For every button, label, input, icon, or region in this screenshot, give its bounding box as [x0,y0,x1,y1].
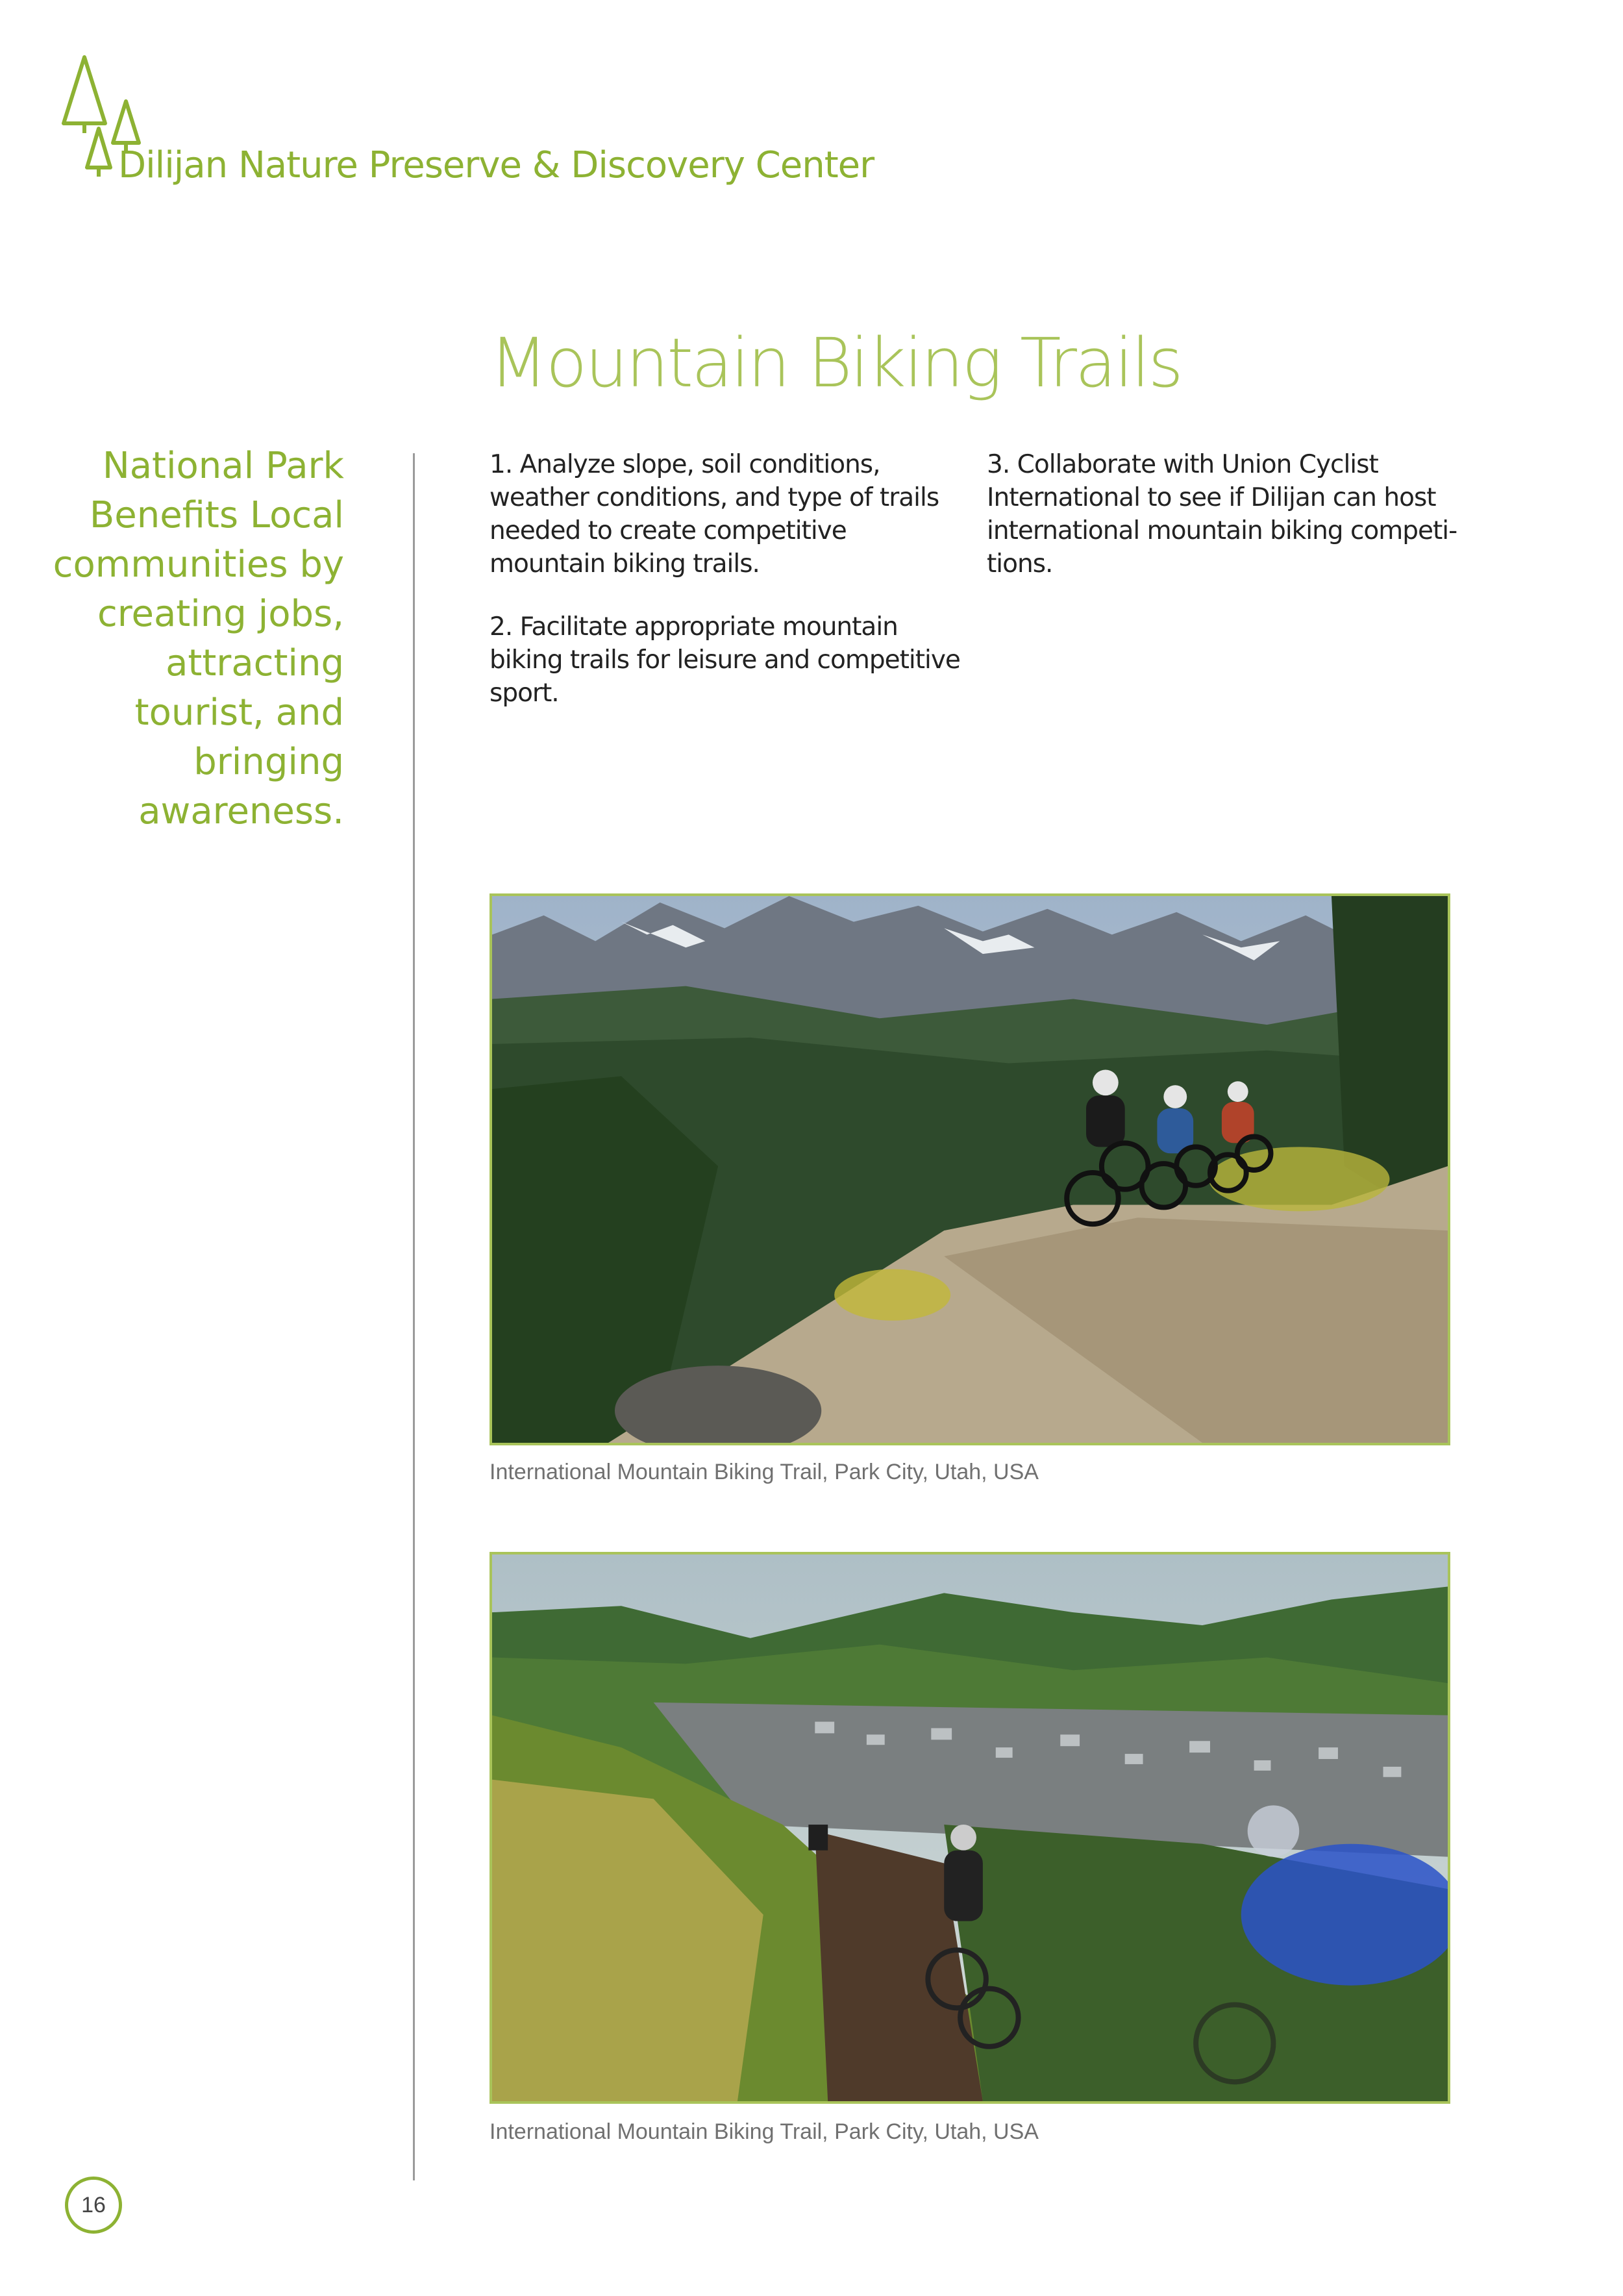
vertical-divider [413,453,415,2180]
org-name: Dilijan Nature Preserve & Discovery Center [118,144,874,186]
page-number: 16 [65,2177,122,2234]
town-trail-photo [489,1552,1450,2104]
step-2: 2. Facilitate appropriate mountain biking trails for leisure and competitive sport. [489,612,960,708]
mountain-trail-photo [489,893,1450,1445]
sidebar-quote: National Park Benefits Local communities by creating jobs, attracting tourist, and bringing awareness. [53,445,344,832]
photo-caption: International Mountain Biking Trail, Park City, Utah, USA [489,2119,1039,2144]
steps-column-left [489,448,963,740]
steps-column-right [987,448,1461,610]
page-title: Mountain Biking Trails [489,323,1182,403]
step-1: 1. Analyze slope, soil conditions, weather conditions, and type of trails needed to create competitive mountain biking trails. [489,450,939,579]
step-3: 3. Collaborate with Union Cyclist International to see if Dilijan can host international mountain biking competi-tions. [987,450,1457,579]
photo-caption: International Mountain Biking Trail, Park City, Utah, USA [489,1460,1039,1484]
